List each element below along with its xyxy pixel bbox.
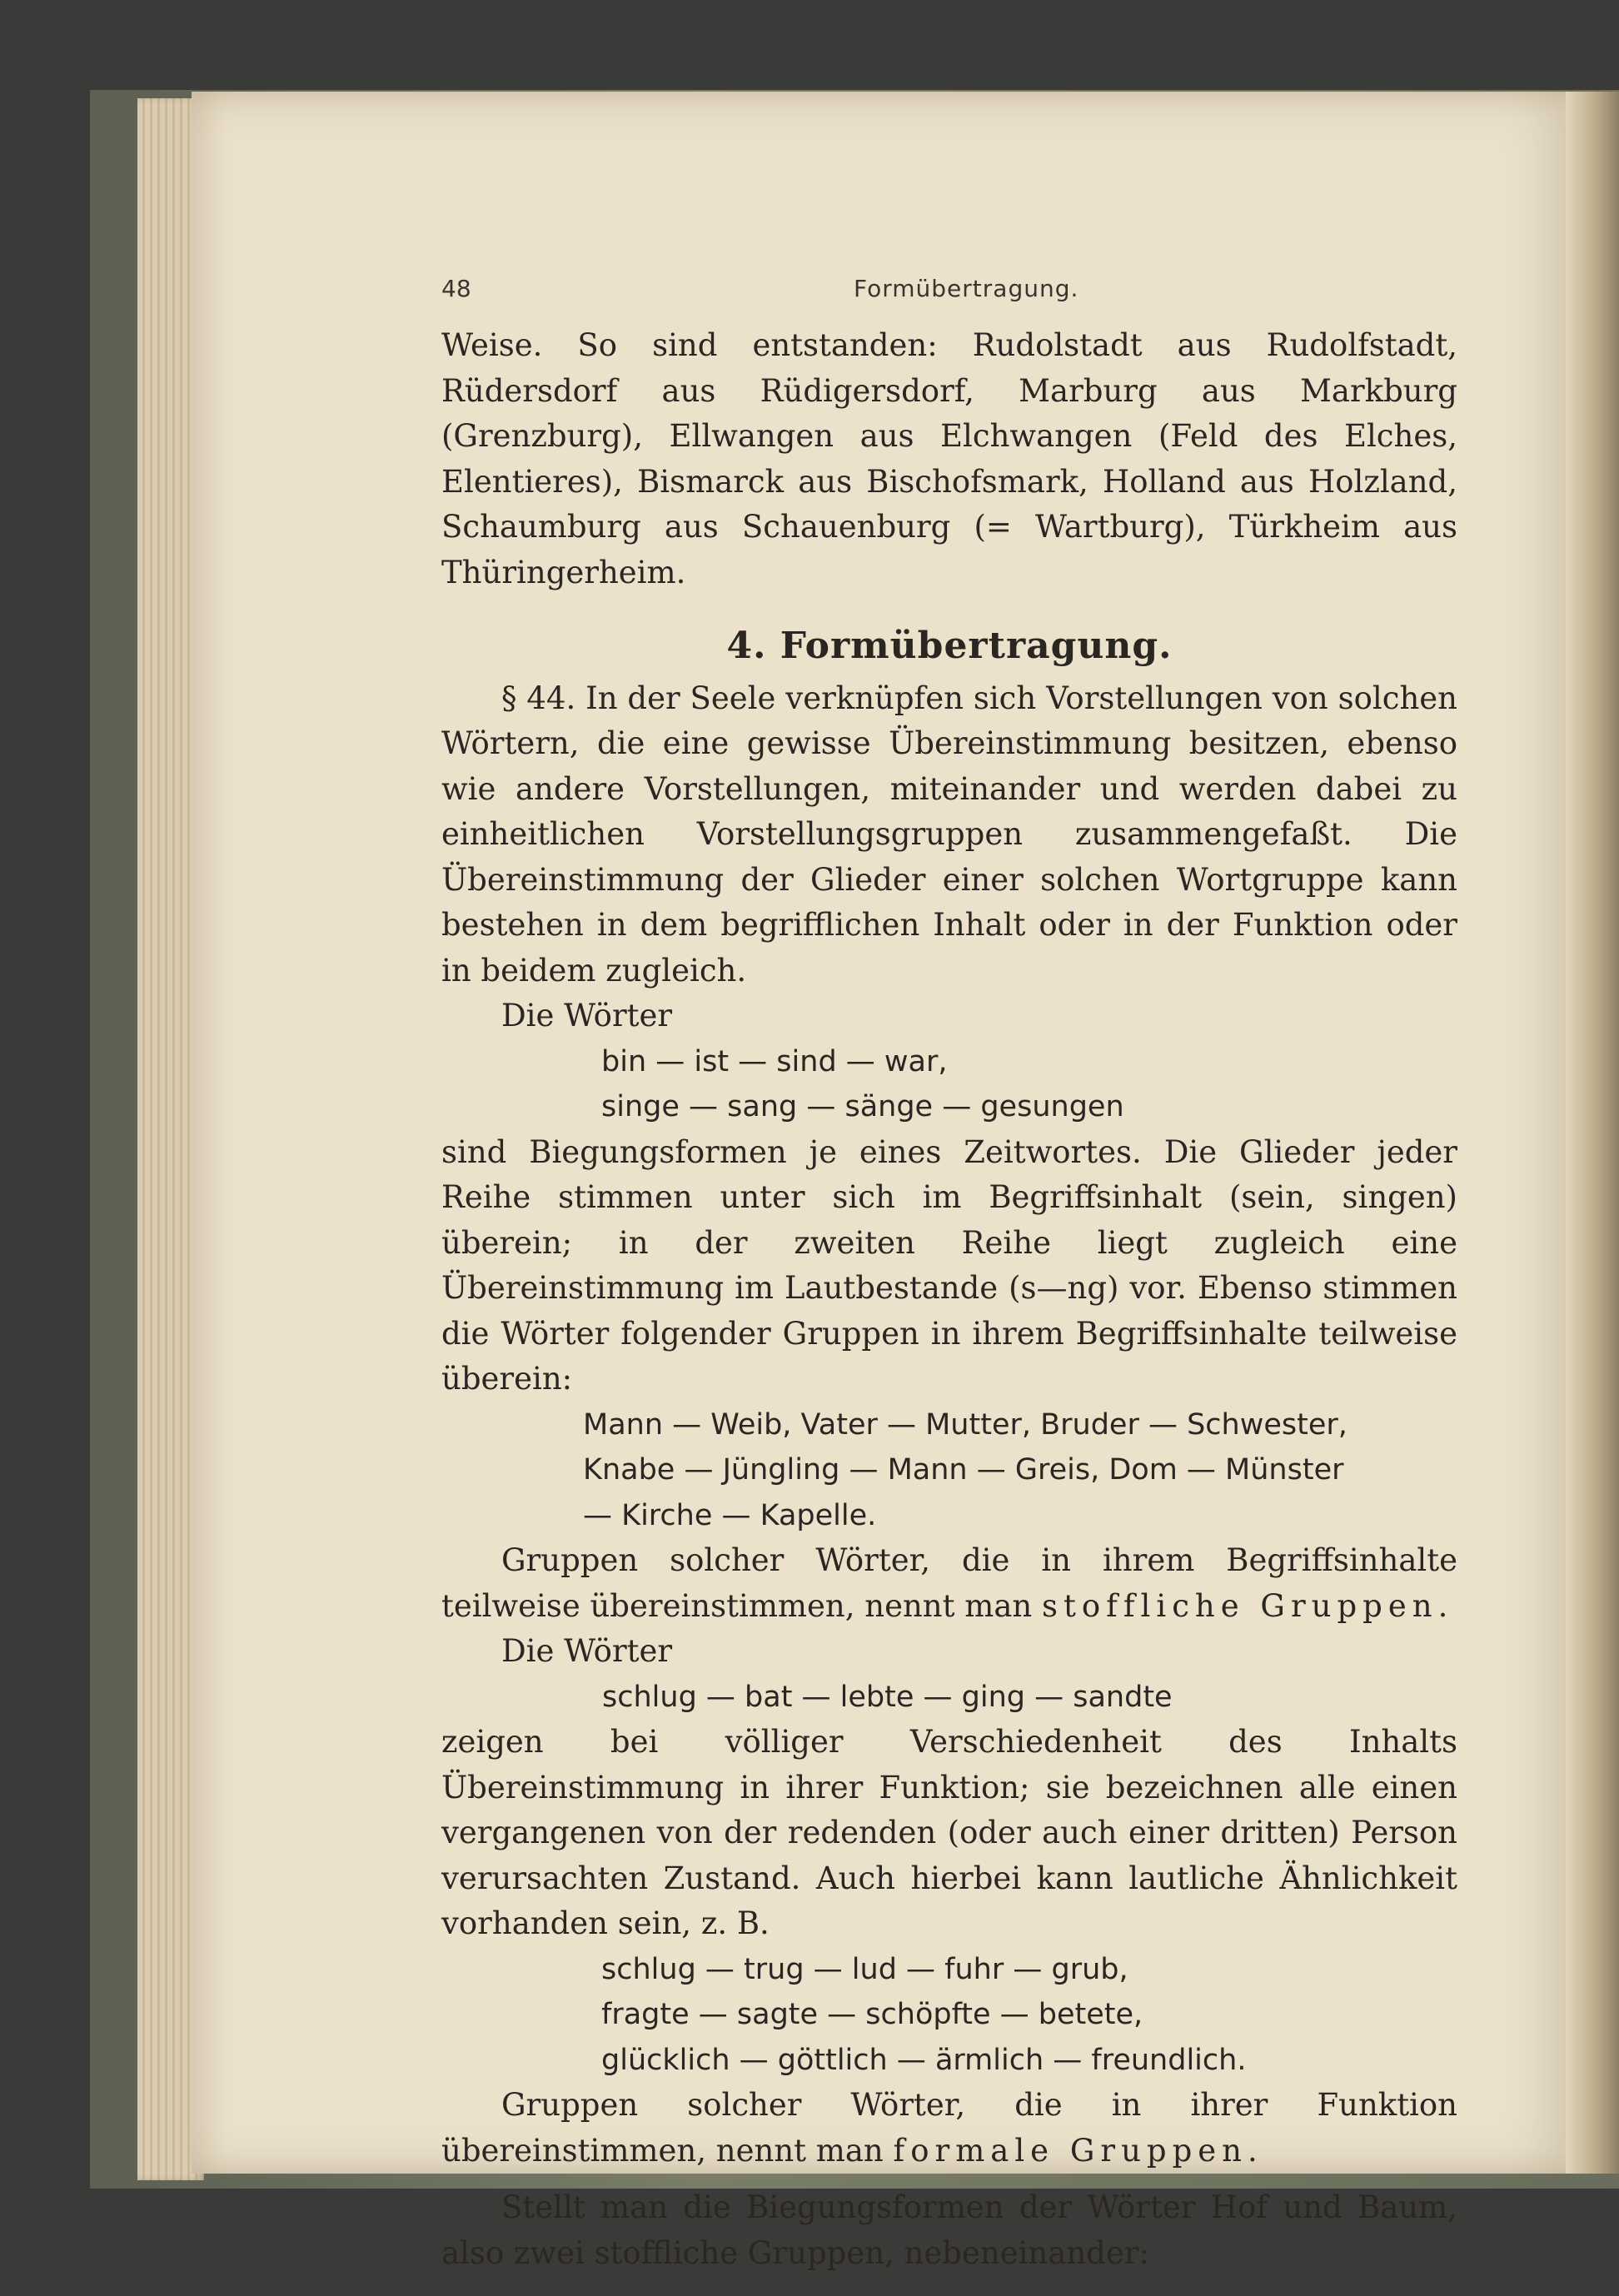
term-formale-gruppen: formale Gruppen. bbox=[893, 2132, 1263, 2169]
paragraph-5: zeigen bei völliger Verschiedenheit des Inhalts Übereinstimmung in ihrer Funktion; sie bezeichnen alle einen vergangenen von der redenden (oder auch einer dritten) Person verursachten Zustand. Auch hierbei kann lautliche Ähnlichkeit vorhanden sein, z. B. bbox=[441, 1724, 1457, 1941]
page-number: 48 bbox=[441, 275, 471, 302]
paragraph-7: Stellt man die Biegungsformen der Wörter Hof und Baum, also zwei stoffliche Gruppen, nebeneinander: bbox=[441, 2189, 1457, 2271]
example-2-line-3: — Kirche — Kapelle. bbox=[583, 1498, 877, 1532]
paragraph-6-text: Gruppen solcher Wörter, die in ihrer Funktion übereinstimmen, nennt man bbox=[441, 2087, 1457, 2169]
paragraph-3: sind Biegungsformen je eines Zeitwortes. Die Glieder jeder Reihe stimmen unter sich im Begriffsinhalt (sein, singen) überein; in der zweiten Reihe liegt zugleich eine Übereinstimmung im Lautbestande (s—ng) vor. Ebenso stimmen die Wörter folgender Gruppen in ihrem Begriffsinhalte teilweise überein: bbox=[441, 1133, 1457, 1397]
section-heading: 4. Formübertragung. bbox=[726, 625, 1173, 667]
term-stoffliche-gruppen: stoffliche Gruppen. bbox=[1042, 1587, 1454, 1624]
die-woerter-2: Die Wörter bbox=[501, 1633, 673, 1669]
page-text bbox=[441, 266, 1457, 2276]
example-1-line-1: bin — ist — sind — war, bbox=[601, 1044, 948, 1078]
example-3-line-1: schlug — bat — lebte — ging — sandte bbox=[602, 1680, 1173, 1714]
page-header bbox=[441, 266, 1457, 318]
die-woerter-1: Die Wörter bbox=[501, 998, 673, 1033]
example-4-line-1: schlug — trug — lud — fuhr — grub, bbox=[601, 1952, 1128, 1986]
example-1-line-2: singe — sang — sänge — gesungen bbox=[601, 1090, 1124, 1123]
example-4-line-3: glücklich — göttlich — ärmlich — freundlich. bbox=[601, 2043, 1247, 2077]
example-2-line-2: Knabe — Jüngling — Mann — Greis, Dom — Münster bbox=[583, 1453, 1344, 1487]
paragraph-4-text: Gruppen solcher Wörter, die in ihrem Begriffsinhalte teilweise übereinstimmen, nennt man bbox=[441, 1542, 1457, 1624]
paragraph-6 bbox=[441, 2083, 1457, 2174]
example-2-line-1: Mann — Weib, Vater — Mutter, Bruder — Schwester, bbox=[583, 1407, 1348, 1442]
paragraph-4 bbox=[441, 1538, 1457, 1629]
running-title: Formübertragung. bbox=[854, 275, 1079, 302]
example-4-line-2: fragte — sagte — schöpfte — betete, bbox=[601, 1998, 1143, 2031]
book-gutter bbox=[1566, 92, 1619, 2174]
paragraph-2: § 44. In der Seele verknüpfen sich Vorstellungen von solchen Wörtern, die eine gewisse Übereinstimmung besitzen, ebenso wie andere Vorstellungen, miteinander und werden dabei zu einheitlichen Vorstellungsgruppen zusammengefaßt. Die Übereinstimmung der Glieder einer solchen Wortgruppe kann bestehen in dem begrifflichen Inhalt oder in der Funktion oder in beidem zugleich. bbox=[441, 680, 1457, 989]
paragraph-1: Weise. So sind entstanden: Rudolstadt aus Rudolfstadt, Rüdersdorf aus Rüdigersdorf, Marburg aus Markburg (Grenzburg), Ellwangen aus Elchwangen (Feld des Elches, Elentieres), Bismarck aus Bischofsmark, Holland aus Holzland, Schaumburg aus Schauenburg (= Wartburg), Türkheim aus Thüringerheim. bbox=[441, 327, 1457, 590]
